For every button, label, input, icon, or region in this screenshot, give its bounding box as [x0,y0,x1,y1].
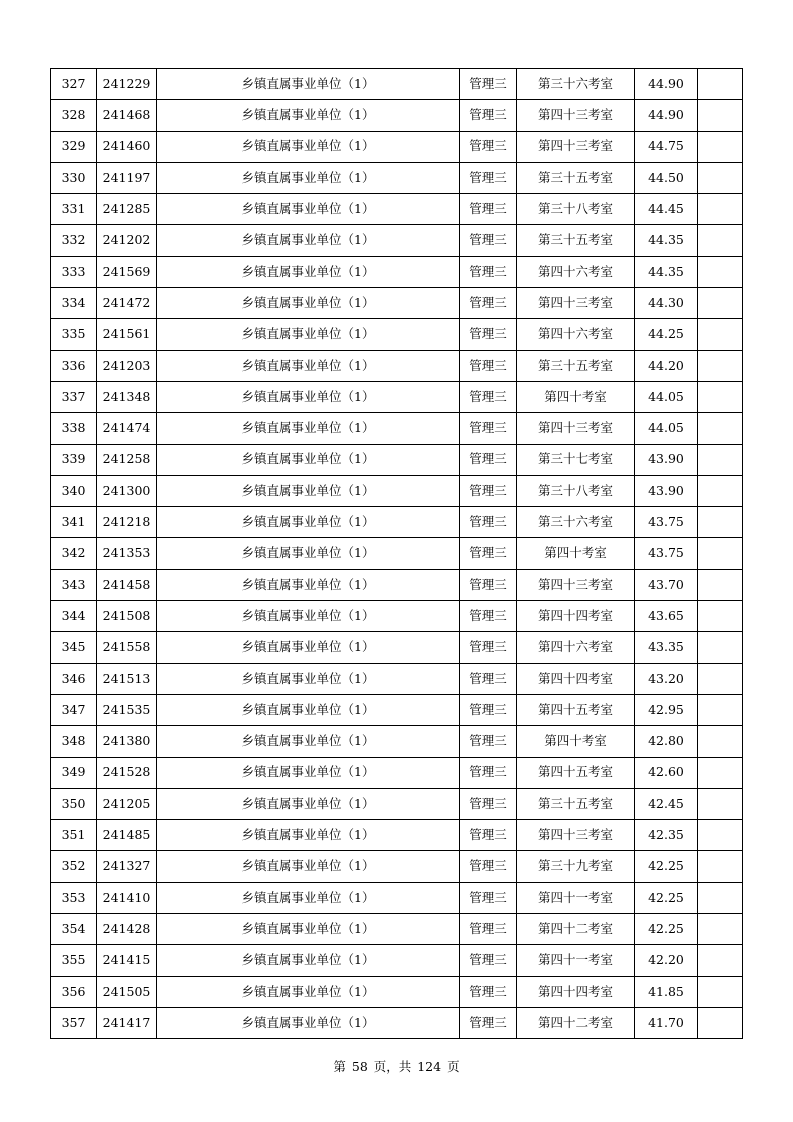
score-cell: 42.35 [635,820,698,851]
sequence-number-cell: 335 [51,319,97,350]
remarks-cell [698,851,743,882]
employer-unit-cell: 乡镇直属事业单位（1） [157,820,460,851]
table-row [51,225,743,256]
table-row [51,319,743,350]
sequence-number-cell: 354 [51,914,97,945]
exam-id-cell: 241460 [97,131,157,162]
employer-unit-cell: 乡镇直属事业单位（1） [157,726,460,757]
exam-room-cell: 第四十考室 [517,538,635,569]
exam-id-cell: 241202 [97,225,157,256]
exam-id-cell: 241474 [97,413,157,444]
remarks-cell [698,632,743,663]
position-cell: 管理三 [460,381,517,412]
sequence-number-cell: 348 [51,726,97,757]
sequence-number-cell: 327 [51,69,97,100]
score-cell: 42.20 [635,945,698,976]
remarks-cell [698,820,743,851]
table-row [51,194,743,225]
exam-id-cell: 241415 [97,945,157,976]
employer-unit-cell: 乡镇直属事业单位（1） [157,100,460,131]
exam-room-cell: 第四十六考室 [517,632,635,663]
employer-unit-cell: 乡镇直属事业单位（1） [157,663,460,694]
exam-room-cell: 第四十三考室 [517,413,635,444]
score-cell: 44.75 [635,131,698,162]
exam-id-cell: 241205 [97,788,157,819]
employer-unit-cell: 乡镇直属事业单位（1） [157,475,460,506]
sequence-number-cell: 353 [51,882,97,913]
exam-id-cell: 241505 [97,976,157,1007]
position-cell: 管理三 [460,569,517,600]
score-cell: 43.35 [635,632,698,663]
employer-unit-cell: 乡镇直属事业单位（1） [157,288,460,319]
sequence-number-cell: 357 [51,1007,97,1038]
sequence-number-cell: 329 [51,131,97,162]
position-cell: 管理三 [460,820,517,851]
remarks-cell [698,194,743,225]
exam-room-cell: 第四十四考室 [517,663,635,694]
page-number: 第 58 页，共 124 页 [333,1059,460,1074]
table-row [51,882,743,913]
table-body [51,69,743,1039]
employer-unit-cell: 乡镇直属事业单位（1） [157,569,460,600]
table-row [51,788,743,819]
sequence-number-cell: 337 [51,381,97,412]
table-row [51,820,743,851]
score-cell: 44.30 [635,288,698,319]
position-cell: 管理三 [460,100,517,131]
position-cell: 管理三 [460,475,517,506]
exam-id-cell: 241353 [97,538,157,569]
score-cell: 44.90 [635,100,698,131]
exam-room-cell: 第三十九考室 [517,851,635,882]
score-cell: 42.25 [635,851,698,882]
score-cell: 42.45 [635,788,698,819]
exam-id-cell: 241348 [97,381,157,412]
position-cell: 管理三 [460,225,517,256]
table-row [51,444,743,475]
employer-unit-cell: 乡镇直属事业单位（1） [157,507,460,538]
score-cell: 44.25 [635,319,698,350]
exam-room-cell: 第三十八考室 [517,194,635,225]
table-row [51,945,743,976]
sequence-number-cell: 330 [51,162,97,193]
score-cell: 44.05 [635,381,698,412]
table-row [51,256,743,287]
exam-id-cell: 241380 [97,726,157,757]
employer-unit-cell: 乡镇直属事业单位（1） [157,131,460,162]
position-cell: 管理三 [460,663,517,694]
table-row [51,914,743,945]
exam-room-cell: 第四十二考室 [517,914,635,945]
position-cell: 管理三 [460,350,517,381]
remarks-cell [698,1007,743,1038]
sequence-number-cell: 344 [51,601,97,632]
employer-unit-cell: 乡镇直属事业单位（1） [157,194,460,225]
table-row [51,162,743,193]
exam-id-cell: 241203 [97,350,157,381]
table-row [51,632,743,663]
remarks-cell [698,350,743,381]
table-row [51,381,743,412]
position-cell: 管理三 [460,694,517,725]
exam-room-cell: 第三十六考室 [517,69,635,100]
exam-id-cell: 241485 [97,820,157,851]
exam-id-cell: 241468 [97,100,157,131]
score-cell: 43.20 [635,663,698,694]
exam-room-cell: 第三十七考室 [517,444,635,475]
exam-room-cell: 第三十五考室 [517,162,635,193]
exam-id-cell: 241410 [97,882,157,913]
table-row [51,100,743,131]
position-cell: 管理三 [460,256,517,287]
remarks-cell [698,444,743,475]
score-cell: 42.80 [635,726,698,757]
sequence-number-cell: 342 [51,538,97,569]
exam-id-cell: 241569 [97,256,157,287]
score-cell: 43.75 [635,538,698,569]
sequence-number-cell: 352 [51,851,97,882]
remarks-cell [698,945,743,976]
table-row [51,475,743,506]
exam-room-cell: 第四十四考室 [517,601,635,632]
employer-unit-cell: 乡镇直属事业单位（1） [157,632,460,663]
employer-unit-cell: 乡镇直属事业单位（1） [157,69,460,100]
remarks-cell [698,69,743,100]
remarks-cell [698,569,743,600]
remarks-cell [698,694,743,725]
exam-room-cell: 第四十考室 [517,726,635,757]
score-cell: 42.25 [635,882,698,913]
exam-id-cell: 241513 [97,663,157,694]
remarks-cell [698,413,743,444]
exam-id-cell: 241229 [97,69,157,100]
sequence-number-cell: 350 [51,788,97,819]
table-row [51,131,743,162]
employer-unit-cell: 乡镇直属事业单位（1） [157,444,460,475]
exam-room-cell: 第四十四考室 [517,976,635,1007]
table-row [51,726,743,757]
score-cell: 44.05 [635,413,698,444]
exam-id-cell: 241472 [97,288,157,319]
exam-room-cell: 第三十五考室 [517,350,635,381]
sequence-number-cell: 345 [51,632,97,663]
remarks-cell [698,757,743,788]
score-cell: 42.60 [635,757,698,788]
sequence-number-cell: 351 [51,820,97,851]
remarks-cell [698,256,743,287]
employer-unit-cell: 乡镇直属事业单位（1） [157,601,460,632]
employer-unit-cell: 乡镇直属事业单位（1） [157,945,460,976]
position-cell: 管理三 [460,726,517,757]
score-cell: 43.90 [635,444,698,475]
table-row [51,288,743,319]
score-cell: 44.20 [635,350,698,381]
exam-room-cell: 第三十五考室 [517,788,635,819]
remarks-cell [698,914,743,945]
score-cell: 44.35 [635,225,698,256]
score-cell: 43.65 [635,601,698,632]
table-row [51,601,743,632]
position-cell: 管理三 [460,914,517,945]
employer-unit-cell: 乡镇直属事业单位（1） [157,851,460,882]
employer-unit-cell: 乡镇直属事业单位（1） [157,882,460,913]
remarks-cell [698,225,743,256]
sequence-number-cell: 338 [51,413,97,444]
sequence-number-cell: 328 [51,100,97,131]
sequence-number-cell: 341 [51,507,97,538]
exam-id-cell: 241197 [97,162,157,193]
exam-id-cell: 241458 [97,569,157,600]
sequence-number-cell: 339 [51,444,97,475]
remarks-cell [698,319,743,350]
table-row [51,757,743,788]
exam-room-cell: 第四十三考室 [517,131,635,162]
sequence-number-cell: 346 [51,663,97,694]
sequence-number-cell: 331 [51,194,97,225]
position-cell: 管理三 [460,444,517,475]
sequence-number-cell: 333 [51,256,97,287]
table-row [51,507,743,538]
employer-unit-cell: 乡镇直属事业单位（1） [157,976,460,1007]
employer-unit-cell: 乡镇直属事业单位（1） [157,694,460,725]
sequence-number-cell: 355 [51,945,97,976]
exam-room-cell: 第四十五考室 [517,694,635,725]
table-row [51,69,743,100]
position-cell: 管理三 [460,319,517,350]
remarks-cell [698,663,743,694]
employer-unit-cell: 乡镇直属事业单位（1） [157,350,460,381]
table-row [51,663,743,694]
exam-room-cell: 第四十三考室 [517,288,635,319]
score-cell: 42.95 [635,694,698,725]
remarks-cell [698,976,743,1007]
position-cell: 管理三 [460,1007,517,1038]
exam-id-cell: 241428 [97,914,157,945]
remarks-cell [698,507,743,538]
score-cell: 44.50 [635,162,698,193]
table-row [51,350,743,381]
position-cell: 管理三 [460,162,517,193]
score-cell: 44.35 [635,256,698,287]
position-cell: 管理三 [460,976,517,1007]
employer-unit-cell: 乡镇直属事业单位（1） [157,1007,460,1038]
score-cell: 41.70 [635,1007,698,1038]
position-cell: 管理三 [460,757,517,788]
position-cell: 管理三 [460,131,517,162]
sequence-number-cell: 336 [51,350,97,381]
sequence-number-cell: 343 [51,569,97,600]
remarks-cell [698,882,743,913]
sequence-number-cell: 356 [51,976,97,1007]
employer-unit-cell: 乡镇直属事业单位（1） [157,788,460,819]
employer-unit-cell: 乡镇直属事业单位（1） [157,757,460,788]
remarks-cell [698,288,743,319]
exam-room-cell: 第四十一考室 [517,945,635,976]
position-cell: 管理三 [460,788,517,819]
sequence-number-cell: 332 [51,225,97,256]
position-cell: 管理三 [460,882,517,913]
remarks-cell [698,726,743,757]
remarks-cell [698,601,743,632]
exam-room-cell: 第四十三考室 [517,820,635,851]
position-cell: 管理三 [460,413,517,444]
table-row [51,694,743,725]
sequence-number-cell: 349 [51,757,97,788]
employer-unit-cell: 乡镇直属事业单位（1） [157,319,460,350]
exam-room-cell: 第四十三考室 [517,100,635,131]
remarks-cell [698,475,743,506]
remarks-cell [698,788,743,819]
employer-unit-cell: 乡镇直属事业单位（1） [157,914,460,945]
exam-id-cell: 241327 [97,851,157,882]
exam-room-cell: 第四十三考室 [517,569,635,600]
score-cell: 44.45 [635,194,698,225]
exam-id-cell: 241417 [97,1007,157,1038]
score-cell: 42.25 [635,914,698,945]
score-cell: 43.90 [635,475,698,506]
exam-id-cell: 241561 [97,319,157,350]
employer-unit-cell: 乡镇直属事业单位（1） [157,162,460,193]
exam-id-cell: 241558 [97,632,157,663]
exam-id-cell: 241535 [97,694,157,725]
employer-unit-cell: 乡镇直属事业单位（1） [157,413,460,444]
exam-room-cell: 第三十六考室 [517,507,635,538]
position-cell: 管理三 [460,851,517,882]
position-cell: 管理三 [460,945,517,976]
employer-unit-cell: 乡镇直属事业单位（1） [157,538,460,569]
score-cell: 43.75 [635,507,698,538]
table-row [51,851,743,882]
table-row [51,413,743,444]
position-cell: 管理三 [460,538,517,569]
position-cell: 管理三 [460,69,517,100]
exam-id-cell: 241285 [97,194,157,225]
exam-id-cell: 241300 [97,475,157,506]
remarks-cell [698,381,743,412]
employer-unit-cell: 乡镇直属事业单位（1） [157,225,460,256]
exam-id-cell: 241508 [97,601,157,632]
exam-room-cell: 第四十考室 [517,381,635,412]
position-cell: 管理三 [460,632,517,663]
table-row [51,569,743,600]
score-cell: 43.70 [635,569,698,600]
exam-id-cell: 241528 [97,757,157,788]
remarks-cell [698,162,743,193]
table-row [51,538,743,569]
remarks-cell [698,538,743,569]
exam-id-cell: 241218 [97,507,157,538]
exam-room-cell: 第四十六考室 [517,319,635,350]
exam-room-cell: 第四十一考室 [517,882,635,913]
sequence-number-cell: 340 [51,475,97,506]
exam-room-cell: 第四十二考室 [517,1007,635,1038]
sequence-number-cell: 347 [51,694,97,725]
exam-room-cell: 第三十五考室 [517,225,635,256]
exam-room-cell: 第四十五考室 [517,757,635,788]
exam-room-cell: 第三十八考室 [517,475,635,506]
remarks-cell [698,131,743,162]
position-cell: 管理三 [460,194,517,225]
position-cell: 管理三 [460,288,517,319]
score-table [50,68,743,1039]
exam-room-cell: 第四十六考室 [517,256,635,287]
table-row [51,1007,743,1038]
score-cell: 44.90 [635,69,698,100]
employer-unit-cell: 乡镇直属事业单位（1） [157,381,460,412]
position-cell: 管理三 [460,507,517,538]
table-row [51,976,743,1007]
position-cell: 管理三 [460,601,517,632]
remarks-cell [698,100,743,131]
score-cell: 41.85 [635,976,698,1007]
exam-id-cell: 241258 [97,444,157,475]
sequence-number-cell: 334 [51,288,97,319]
employer-unit-cell: 乡镇直属事业单位（1） [157,256,460,287]
